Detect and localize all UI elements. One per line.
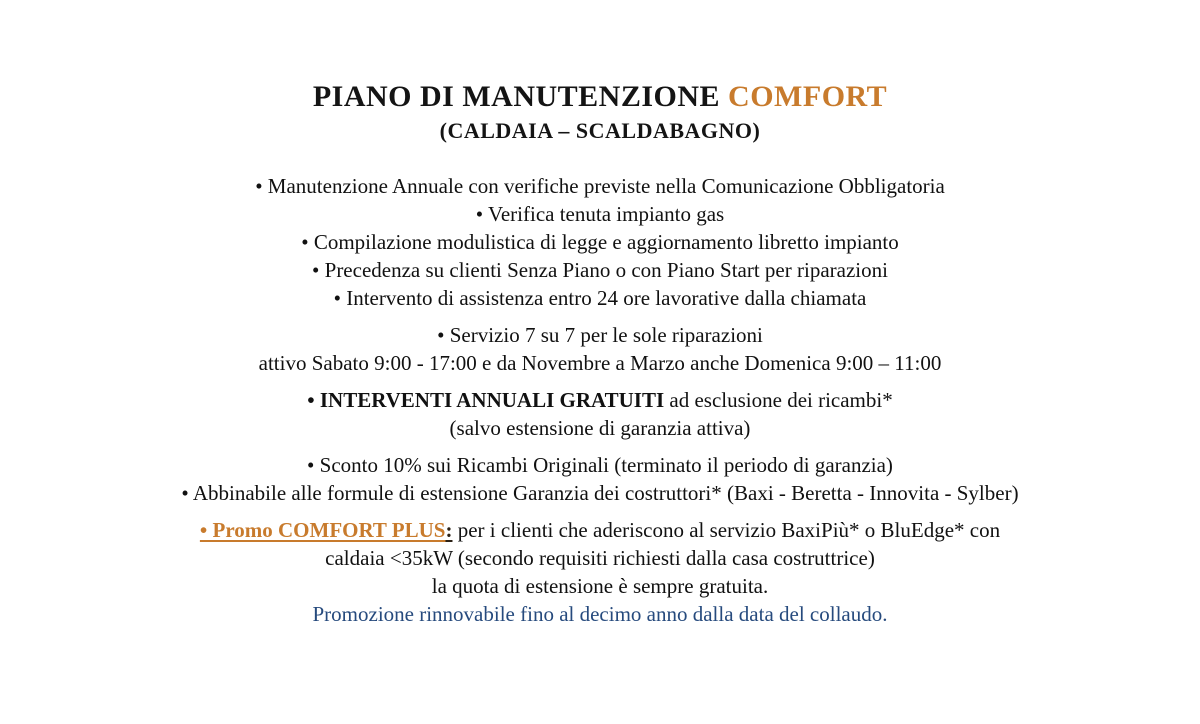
service-hours-line: attivo Sabato 9:00 - 17:00 e da Novembre a Marzo anche Domenica 9:00 – 11:00: [258, 351, 942, 375]
interventi-gratuiti-bold-text: • INTERVENTI ANNUALI GRATUITI: [307, 388, 665, 412]
note-salvo-estensione: (salvo estensione di garanzia attiva): [449, 416, 751, 440]
promo-label-colon: :: [445, 518, 453, 542]
bullet-precedenza-clienti: • Precedenza su clienti Senza Piano o con Piano Start per riparazioni: [312, 258, 888, 282]
document-content: [25, 172, 1175, 628]
page-title: [0, 80, 1200, 114]
bullet-verifica-gas: • Verifica tenuta impianto gas: [475, 202, 725, 226]
promo-rinnovo-line: Promozione rinnovabile fino al decimo anno dalla data del collaudo.: [312, 602, 888, 626]
bullet-interventi-gratuiti: [25, 386, 1175, 414]
bullet-servizio-7su7: • Servizio 7 su 7 per le sole riparazioni: [437, 323, 763, 347]
interventi-gratuiti-rest-text: ad esclusione dei ricambi*: [664, 388, 893, 412]
promo-group: [25, 516, 1175, 628]
title-highlight-comfort: COMFORT: [728, 80, 888, 113]
promo-caldaia-line: caldaia <35kW (secondo requisiti richiesti dalla casa costruttrice): [325, 546, 875, 570]
bullet-manutenzione-annuale: • Manutenzione Annuale con verifiche previste nella Comunicazione Obbligatoria: [255, 174, 945, 198]
bullet-abbinabile-garanzia: • Abbinabile alle formule di estensione Garanzia dei costruttori* (Baxi - Beretta - Innovita - Sylber): [181, 481, 1019, 505]
bullet-sconto-ricambi: • Sconto 10% sui Ricambi Originali (terminato il periodo di garanzia): [307, 453, 893, 477]
discount-group: [25, 451, 1175, 507]
promo-quota-line: la quota di estensione è sempre gratuita.: [431, 574, 769, 598]
page-subtitle: (CALDAIA – SCALDABAGNO): [439, 118, 761, 143]
title-main-text: PIANO DI MANUTENZIONE: [312, 80, 729, 113]
service-group: [25, 321, 1175, 377]
promo-comfort-plus-label: • Promo COMFORT PLUS: [199, 518, 446, 542]
free-interventions-group: [25, 386, 1175, 442]
promo-intro-text: per i clienti che aderiscono al servizio BaxiPiù* o BluEdge* con: [452, 518, 1001, 542]
promo-intro-line: [25, 516, 1175, 544]
bullet-compilazione-modulistica: • Compilazione modulistica di legge e aggiornamento libretto impianto: [301, 230, 899, 254]
bullet-intervento-24h: • Intervento di assistenza entro 24 ore lavorative dalla chiamata: [333, 286, 867, 310]
